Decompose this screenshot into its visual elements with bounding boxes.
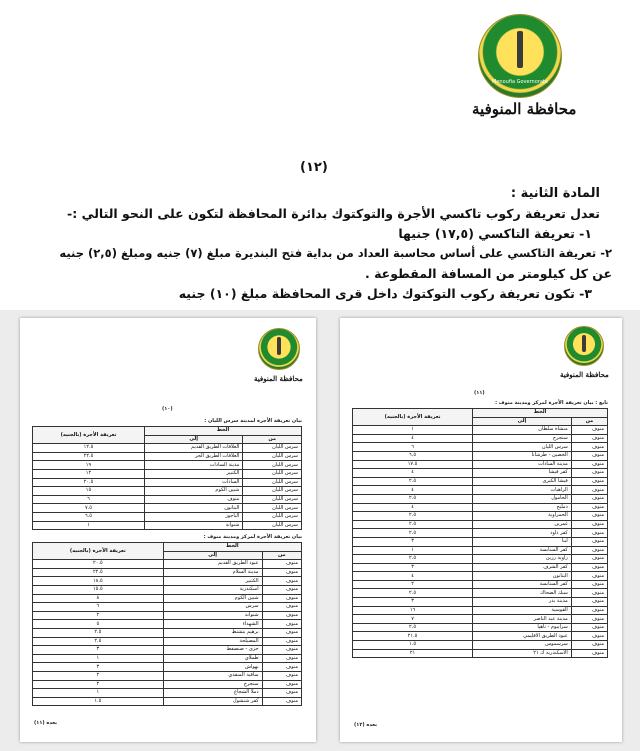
cell-fare: ٧ [353, 615, 473, 624]
cell-from: منوف [262, 611, 301, 620]
main-document-page [0, 0, 640, 310]
table-caption-2: بيان تعريفة الأجرة لمركز ومدينة منوف : [203, 534, 302, 540]
article-item-3: ٣- تكون تعريفة ركوب التوكتوك داخل قرى المحافظة مبلغ (١٠) جنيه [178, 286, 592, 301]
cell-fare: ١ [33, 689, 164, 698]
cell-from: منوف [571, 537, 607, 546]
cell-fare: ٢١ [353, 649, 473, 658]
cell-to: العلافات الطريق القديم [144, 444, 242, 453]
governorate-name: محافظة المنوفية [472, 100, 577, 118]
cell-to: ساقية المنقدي [163, 671, 262, 680]
cell-to: البتانون [473, 572, 572, 581]
cell-from: منوف [571, 615, 607, 624]
table-row [33, 577, 302, 586]
cell-to: فيشا الكبرى [473, 477, 572, 486]
cell-fare: ٢.٥ [353, 589, 473, 598]
cell-fare: ٢٠.٥ [33, 560, 164, 569]
cell-fare: ٢٢.٥ [33, 568, 164, 577]
cell-from: منوف [571, 580, 607, 589]
table-row [353, 486, 608, 495]
cell-fare: ٢٢.٥ [33, 452, 145, 461]
cell-to: سرس [163, 603, 262, 612]
cell-fare: ٢.٥ [353, 529, 473, 538]
header-from: من [243, 435, 302, 444]
cell-fare: ١٥ [33, 487, 145, 496]
fare-table-menouf [32, 542, 302, 706]
table-row [353, 572, 608, 581]
cell-fare: ١٦ [353, 606, 473, 615]
cell-from: منوف [571, 598, 607, 607]
table-row [353, 546, 608, 555]
table-row [353, 649, 608, 658]
header-to: إلى [163, 551, 262, 560]
cell-from: منوف [571, 443, 607, 452]
table-row [353, 460, 608, 469]
cell-from: سرس الليان [243, 487, 302, 496]
cell-from: منوف [262, 585, 301, 594]
governorate-name: محافظة المنوفية [254, 374, 303, 383]
cell-to: مدينة السلام [163, 568, 262, 577]
cell-from: منوف [571, 606, 607, 615]
table-row [353, 555, 608, 564]
cell-from: سرس الليان [243, 504, 302, 513]
page-number: (١١) [474, 390, 485, 396]
cell-from: منوف [262, 620, 301, 629]
cell-from: منوف [571, 494, 607, 503]
cell-from: منوف [262, 568, 301, 577]
cell-from: منوف [571, 486, 607, 495]
cell-fare: ١٨.٥ [33, 577, 164, 586]
cell-to: العلافات الطريق الحر [144, 452, 242, 461]
cell-to: القوسية [473, 606, 572, 615]
cell-to: سنجرج [163, 680, 262, 689]
table-row [33, 611, 302, 620]
cell-to: دملا الشجاع [163, 689, 262, 698]
table-row [353, 623, 608, 632]
table-row [33, 594, 302, 603]
cell-fare: ٢.٥ [353, 623, 473, 632]
header-line: الخط [163, 543, 301, 552]
header-line: الخط [144, 427, 301, 436]
header-fare: تعريفة الأجرة (بالجنيه) [353, 409, 473, 426]
header-line: الخط [473, 409, 608, 418]
cell-to: شبين الكوم [144, 487, 242, 496]
cell-fare: ١ [33, 521, 145, 530]
governorate-name: محافظة المنوفية [560, 370, 609, 379]
table-row [33, 452, 302, 461]
cell-to: لبنا [473, 537, 572, 546]
cell-to: مدينة بدر [473, 598, 572, 607]
cell-to: شنوانة [163, 611, 262, 620]
cell-fare: ٢.٥ [353, 494, 473, 503]
table-row [33, 689, 302, 698]
cell-to: كفر شنشول [163, 697, 262, 706]
cell-from: سرس الليان [243, 521, 302, 530]
cell-from: منوف [262, 577, 301, 586]
cell-fare: ١٢ [33, 469, 145, 478]
cell-fare: ٣ [33, 646, 164, 655]
table-row [33, 585, 302, 594]
table-row [353, 563, 608, 572]
cell-to: كفر السنابسة [473, 546, 572, 555]
table-row [353, 426, 608, 435]
cell-fare: ١٢.٥ [33, 444, 145, 453]
table-row [353, 529, 608, 538]
cell-to: الخصين - طرشانا [473, 451, 572, 460]
cell-to: مدينة السادات [144, 461, 242, 470]
cell-from: منوف [571, 623, 607, 632]
cell-to: الشهداء [163, 620, 262, 629]
cell-fare: ٥ [33, 620, 164, 629]
cell-fare: ١.٥ [353, 641, 473, 650]
cell-to: اسكندرية [163, 585, 262, 594]
table-row [33, 663, 302, 672]
header-fare: تعريفة الأجرة (بالجنيه) [33, 427, 145, 444]
cell-from: منوف [571, 512, 607, 521]
cell-from: سرس الليان [243, 461, 302, 470]
seal-text: Menoufia Governorate [492, 79, 548, 85]
cell-from: منوف [571, 426, 607, 435]
cell-to: شنوانة [144, 521, 242, 530]
cell-from: منوف [262, 689, 301, 698]
cell-fare: ٢.٥ [353, 520, 473, 529]
cell-from: منوف [571, 546, 607, 555]
cell-from: منوف [262, 637, 301, 646]
table-row [33, 671, 302, 680]
table-row [33, 469, 302, 478]
cell-fare: ٣ [353, 563, 473, 572]
cell-fare: ٢١.٥ [353, 632, 473, 641]
cell-from: سرس الليان [243, 452, 302, 461]
cell-fare: ٤ [353, 503, 473, 512]
cell-from: منوف [571, 451, 607, 460]
table-row [353, 434, 608, 443]
table-row [353, 589, 608, 598]
table-row [353, 443, 608, 452]
cell-to: سرابيوم - ناهيا [473, 623, 572, 632]
cell-to: البتانون [144, 504, 242, 513]
cell-to: كفر الشرف [473, 563, 572, 572]
cell-from: منوف [571, 572, 607, 581]
cell-from: منوف [571, 434, 607, 443]
page-footer: بعده (١٢) [354, 722, 377, 728]
cell-to: جزى - صنصفط [163, 646, 262, 655]
table-row [33, 478, 302, 487]
table-row [353, 598, 608, 607]
table-row [33, 628, 302, 637]
cell-to: عبود الطريق القديم [163, 560, 262, 569]
table-row [33, 646, 302, 655]
cell-fare: ٢ [353, 580, 473, 589]
cell-to: برهيم بتشنط [163, 628, 262, 637]
cell-to: سرس الليان [473, 443, 572, 452]
cell-fare: ٣ [353, 537, 473, 546]
cell-fare: ٨ [33, 594, 164, 603]
cell-fare: ٢٠.٥ [33, 478, 145, 487]
fare-table-sirs-el-layan [32, 426, 302, 530]
cell-from: منوف [571, 641, 607, 650]
cell-from: سرس الليان [243, 444, 302, 453]
table-row [353, 477, 608, 486]
table-row [33, 680, 302, 689]
cell-to: كفر داود [473, 529, 572, 538]
document-page-10 [20, 318, 316, 742]
cell-fare: ١٥.٥ [33, 585, 164, 594]
cell-from: منوف [571, 555, 607, 564]
cell-to: كفر فيشا [473, 469, 572, 478]
header-from: من [262, 551, 301, 560]
cell-to: الاسكندرية ك ٢١ [473, 649, 572, 658]
cell-to: سنجرج [473, 434, 572, 443]
cell-fare: ١٧.٥ [353, 460, 473, 469]
table-row [353, 615, 608, 624]
cell-fare: ٢.٥ [353, 477, 473, 486]
cell-from: منوف [571, 589, 607, 598]
header-to: إلى [473, 417, 572, 426]
cell-fare: ١ [33, 654, 164, 663]
cell-fare: ٦ [33, 495, 145, 504]
article-item-1: ١- تعريفة التاكسي (١٧,٥) جنيها [398, 226, 592, 241]
cell-to: الباجور [144, 512, 242, 521]
cell-from: منوف [262, 654, 301, 663]
table-caption-1: بيان تعريفة الأجرة لمدينة سرس الليان : [204, 418, 302, 424]
cell-fare: ٢.٥ [353, 512, 473, 521]
cell-fare: ٤ [353, 572, 473, 581]
cell-fare: ٤ [353, 469, 473, 478]
cell-from: منوف [262, 697, 301, 706]
cell-to: غمرين [473, 520, 572, 529]
table-row [33, 487, 302, 496]
cell-to: سرسموس [473, 641, 572, 650]
cell-fare: ٢.٥ [33, 637, 164, 646]
cell-from: منوف [262, 603, 301, 612]
table-row [353, 469, 608, 478]
article-item-2: ٢- تعريفة التاكسي على أساس محاسبة العداد من بداية فتح البنديرة مبلغ (٧) جنيه ومبلغ (٢,٥) جنيه [59, 246, 612, 260]
table-row [353, 632, 608, 641]
cell-to: سبك الضحاك [473, 589, 572, 598]
cell-fare: ٣ [33, 663, 164, 672]
cell-fare: ٢.٥ [33, 628, 164, 637]
cell-from: سرس الليان [243, 512, 302, 521]
table-row [33, 603, 302, 612]
cell-from: منوف [571, 460, 607, 469]
table-row [353, 494, 608, 503]
cell-fare: ٦ [33, 603, 164, 612]
cell-from: منوف [571, 649, 607, 658]
header-from: من [571, 417, 607, 426]
cell-to: مدينة عبد الناصر [473, 615, 572, 624]
table-caption: تابع : بيان تعريفة الأجرة لمركز ومدينة منوف : [495, 400, 608, 406]
cell-from: منوف [571, 563, 607, 572]
cell-from: منوف [571, 520, 607, 529]
document-page-11 [340, 318, 622, 742]
cell-from: منوف [262, 671, 301, 680]
cell-from: سرس الليان [243, 495, 302, 504]
cell-fare: ٢ [33, 680, 164, 689]
table-row [353, 580, 608, 589]
cell-fare: ١ [353, 426, 473, 435]
cell-fare: ٢.٥ [353, 555, 473, 564]
cell-to: شبين الكوم [163, 594, 262, 603]
cell-to: دمليج [473, 503, 572, 512]
article-title: المادة الثانية : [510, 186, 600, 201]
cell-from: سرس الليان [243, 478, 302, 487]
cell-to: عبود الطريق الاقليمي [473, 632, 572, 641]
table-row [353, 451, 608, 460]
cell-to: الراهبات [473, 486, 572, 495]
table-row [33, 620, 302, 629]
article-item-2-cont: عن كل كيلومتر من المسافة المقطوعة . [364, 266, 612, 281]
table-row [353, 512, 608, 521]
table-row [33, 560, 302, 569]
cell-fare: ٤ [353, 486, 473, 495]
cell-fare: ٦ [353, 443, 473, 452]
governorate-seal-icon [564, 326, 604, 366]
table-row [33, 444, 302, 453]
cell-from: منوف [262, 594, 301, 603]
table-row [33, 521, 302, 530]
table-row [33, 504, 302, 513]
page-number: (١٢) [300, 160, 328, 175]
table-row [353, 641, 608, 650]
article-intro: تعدل تعريفة ركوب تاكسي الأجرة والتوكتوك بدائرة المحافظة لتكون على النحو التالي :- [67, 206, 600, 221]
cell-to: طملاي [163, 654, 262, 663]
cell-fare: ٧.٥ [33, 504, 145, 513]
page-footer: بعده (١١) [34, 720, 57, 726]
header-to: إلى [144, 435, 242, 444]
cell-from: منوف [262, 680, 301, 689]
fare-table-menouf-continued [352, 408, 608, 658]
cell-to: الكتبير [144, 469, 242, 478]
table-row [33, 637, 302, 646]
cell-from: منوف [262, 628, 301, 637]
table-row [353, 537, 608, 546]
table-row [33, 697, 302, 706]
cell-from: منوف [571, 477, 607, 486]
cell-from: منوف [571, 529, 607, 538]
cell-fare: ١٩ [33, 461, 145, 470]
table-row [353, 606, 608, 615]
cell-to: الحامول [473, 494, 572, 503]
table-row [33, 512, 302, 521]
cell-to: منشأة سلطان [473, 426, 572, 435]
table-row [33, 495, 302, 504]
cell-from: سرس الليان [243, 469, 302, 478]
cell-fare: ٤ [353, 434, 473, 443]
cell-from: منوف [571, 469, 607, 478]
cell-to: بهواش [163, 663, 262, 672]
governorate-seal-icon [258, 328, 300, 370]
cell-from: منوف [262, 646, 301, 655]
cell-fare: ٢ [33, 611, 164, 620]
cell-from: منوف [262, 560, 301, 569]
governorate-seal-icon [478, 14, 562, 98]
table-row [353, 503, 608, 512]
table-row [353, 520, 608, 529]
cell-from: منوف [571, 503, 607, 512]
cell-to: مدينة السادات [473, 460, 572, 469]
cell-to: الكتبير [163, 577, 262, 586]
table-row [33, 461, 302, 470]
cell-fare: ٢ [33, 671, 164, 680]
page-number: (١٠) [162, 406, 173, 412]
cell-fare: ١ [353, 546, 473, 555]
cell-fare: ٦.٥ [33, 512, 145, 521]
cell-to: كفر السنابسة [473, 580, 572, 589]
header-fare: تعريفة الأجرة (بالجنيه) [33, 543, 164, 560]
cell-fare: ١.٥ [33, 697, 164, 706]
table-row [33, 568, 302, 577]
cell-from: منوف [571, 632, 607, 641]
cell-fare: ٦.٥ [353, 451, 473, 460]
cell-to: المصيلحة [163, 637, 262, 646]
cell-to: زاوية رزين [473, 555, 572, 564]
cell-to: منوف [144, 495, 242, 504]
cell-fare: ٣ [353, 598, 473, 607]
cell-to: الحمراوية [473, 512, 572, 521]
cell-from: منوف [262, 663, 301, 672]
table-row [33, 654, 302, 663]
cell-to: السادات [144, 478, 242, 487]
